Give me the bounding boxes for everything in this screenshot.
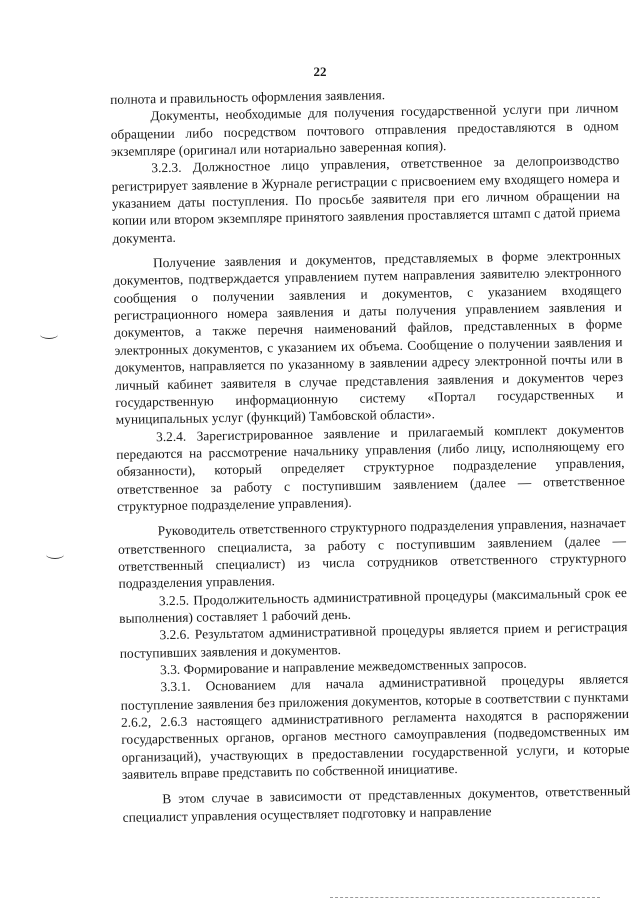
- paragraph: Получение заявления и документов, представляемых в форме электронных документов, подтверждается управлением путем направления заявителю электронного сообщения о получении заявления и документов, с указанием входящего регистрационного номера заявления и даты получения управлением заявления и документов, а также перечня наименований файлов, представленных в форме электронных документов, с указанием их объема. Сообщение о получении заявления и документов, направляется по указанному в заявлении адресу электронной почты или в личный кабинет заявителя в случае представления заявления и документов через государственную информационную систему «Портал государственных и муниципальных услуг (функций) Тамбовской области».: [113, 247, 624, 428]
- binder-hole-mark: [46, 550, 64, 559]
- paragraph: В этом случае в зависимости от представленных документов, ответственный специалист управления осуществляет подготовку и направление: [122, 783, 631, 825]
- document-body: [110, 82, 631, 826]
- paragraph-3-2-3: 3.2.3. Должностное лицо управления, ответственное за делопроизводство регистрирует заявление в Журнале регистрации с присвоением ему входящего номера и указанием даты поступления. По просьбе заявителя при его личном обращении на копии или втором экземпляре принятого заявления проставляется штамп с датой приема документа.: [111, 152, 621, 246]
- footer-scan-line: [330, 897, 600, 898]
- paragraph: Руководитель ответственного структурного подразделения управления, назначает ответственного специалиста, за работу с поступившим заявлением (далее — ответственный специалист) из числа сотрудников ответственного структурного подразделения управления.: [117, 515, 627, 592]
- paragraph-3-3-1: 3.3.1. Основанием для начала административной процедуры является поступление заявления без приложения документов, которые в соответствии с пунктами 2.6.2, 2.6.3 настоящего административного регламента находятся в распоряжении государственных органов, органов местного самоуправления (подведомственных им организаций), участвующих в предоставлении государственной услуги, и которые заявитель вправе представить по собственной инициативе.: [120, 671, 630, 782]
- paragraph-3-2-6: 3.2.6. Результатом административной процедуры является прием и регистрация поступивших заявления и документов.: [119, 619, 628, 661]
- binder-hole-mark: [40, 330, 58, 339]
- paragraph-3-2-5: 3.2.5. Продолжительность административной процедуры (максимальный срок ее выполнения) составляет 1 рабочий день.: [119, 584, 627, 626]
- page-number: 22: [313, 64, 327, 79]
- section-heading-3-3: 3.3. Формирование и направление межведомственных запросов.: [159, 655, 527, 678]
- paragraph: Документы, необходимые для получения государственной услуги при личном обращении либо посредством почтового отправления предоставляются в одном экземпляре (оригинал или нотариально заверенная копия).: [110, 100, 619, 160]
- paragraph-continuation: полнота и правильность оформления заявления.: [110, 87, 386, 107]
- paragraph-3-2-4: 3.2.4. Зарегистрированное заявление и прилагаемый комплект документов передаются на рассмотрение начальнику управления (либо лицу, исполняющему его обязанности), который определяет структурное подразделение управления, ответственное за работу с поступившим заявлением (далее — ответственное структурное подразделение управления).: [116, 420, 626, 514]
